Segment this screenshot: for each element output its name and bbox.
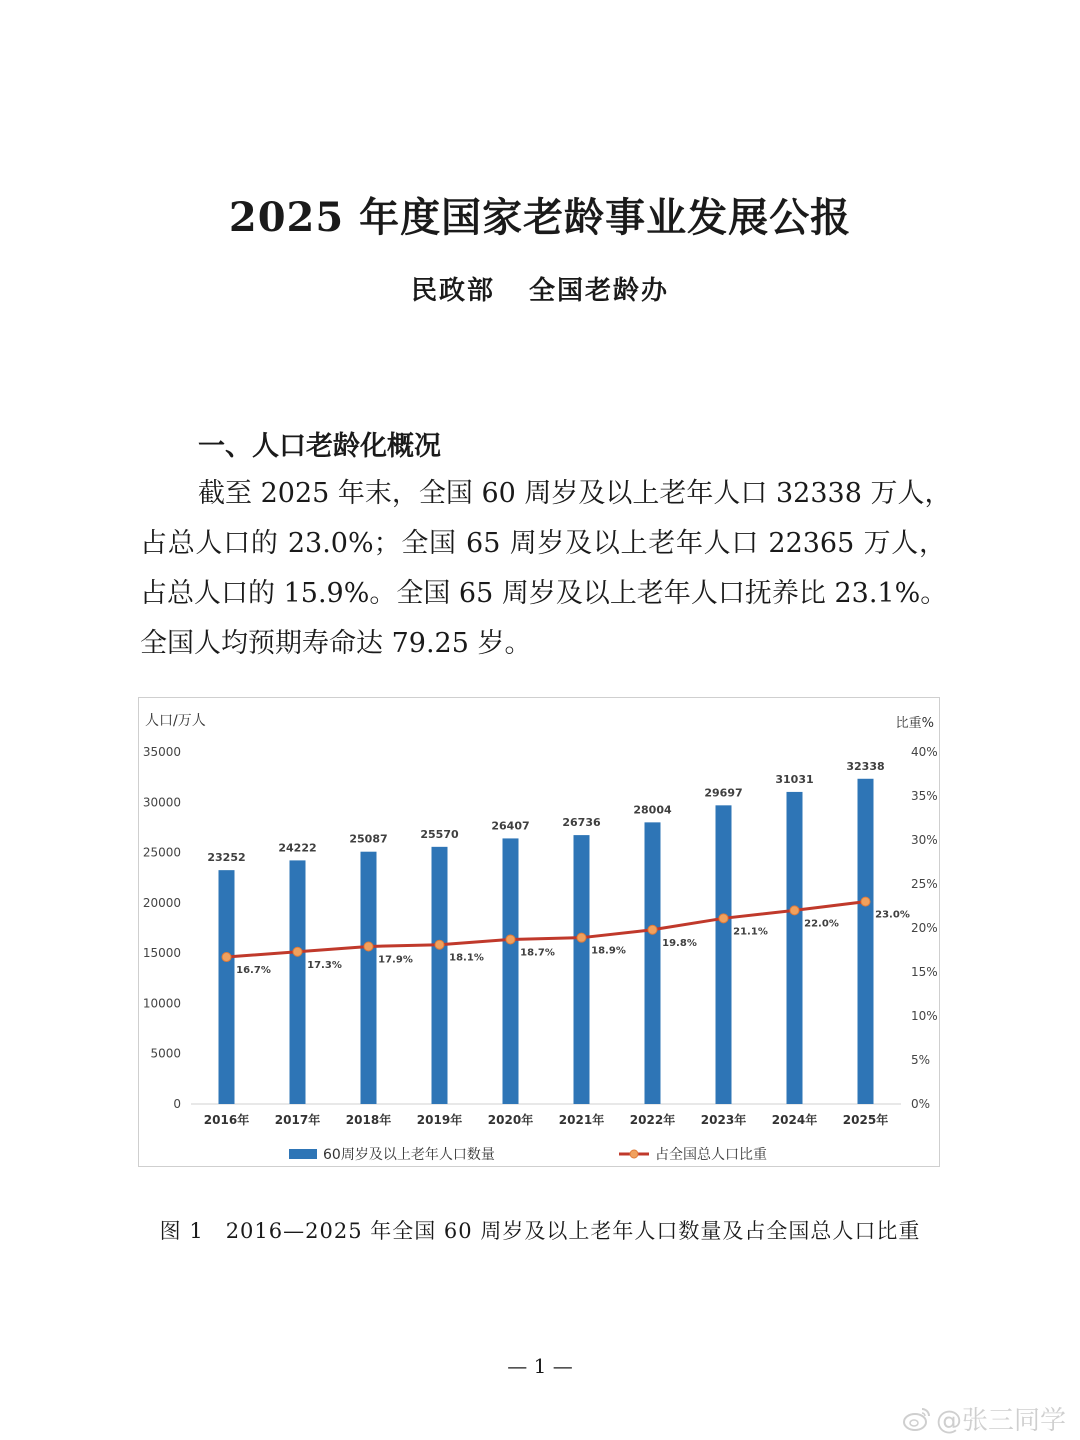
bar-value-label: 24222	[278, 841, 317, 855]
bar-value-label: 25570	[420, 827, 459, 841]
bar-value-label: 26407	[491, 819, 530, 833]
line-value-label: 21.1%	[733, 926, 768, 938]
bar	[361, 852, 377, 1104]
right-tick-label: 10%	[911, 1009, 938, 1023]
paragraph-line-3: 占总人口的 15.9%。全国 65 周岁及以上老年人口抚养比 23.1%。	[140, 578, 948, 609]
x-tick-label: 2021年	[558, 1113, 605, 1127]
legend-line-marker	[630, 1150, 638, 1158]
bar-value-label: 29697	[704, 786, 743, 800]
document-title: 2025 年度国家老龄事业发展公报	[228, 194, 852, 241]
document-issuers	[0, 270, 1080, 307]
right-tick-label: 25%	[911, 877, 938, 891]
x-tick-label: 2024年	[771, 1113, 818, 1127]
line-value-label: 22.0%	[804, 918, 839, 930]
left-tick-label: 25000	[142, 845, 181, 860]
line-point	[222, 953, 231, 962]
weibo-icon	[902, 1406, 932, 1432]
right-tick-label: 35%	[911, 789, 938, 803]
left-tick-label: 15000	[142, 946, 181, 961]
x-tick-label: 2023年	[700, 1113, 747, 1127]
page-number: — 1 —	[507, 1354, 573, 1378]
section-heading: 一、人口老龄化概况	[198, 431, 441, 462]
line-point	[861, 897, 870, 906]
bar-value-label: 31031	[775, 772, 814, 786]
bar	[858, 779, 874, 1104]
bar	[432, 847, 448, 1104]
issuer-office: 全国老龄办	[529, 276, 670, 306]
right-tick-label: 5%	[911, 1053, 931, 1067]
line-value-label: 23.0%	[875, 909, 910, 921]
legend-bar-swatch	[289, 1149, 317, 1159]
line-value-label: 16.7%	[236, 965, 271, 977]
line-value-label: 17.9%	[378, 954, 413, 966]
bar	[716, 805, 732, 1104]
x-tick-label: 2020年	[487, 1113, 534, 1127]
bar-value-label: 28004	[633, 803, 672, 817]
left-tick-label: 35000	[142, 745, 181, 759]
left-tick-label: 20000	[142, 895, 181, 910]
right-tick-label: 20%	[911, 921, 938, 935]
bar	[787, 792, 803, 1104]
line-point	[648, 925, 657, 934]
watermark-text: @张三同学	[935, 1406, 1066, 1436]
paragraph-line-4: 全国人均预期寿命达 79.25 岁。	[140, 628, 532, 659]
line-point	[506, 935, 515, 944]
left-tick-label: 5000	[150, 1046, 181, 1061]
bar	[290, 860, 306, 1104]
line-point	[790, 906, 799, 915]
line-point	[293, 947, 302, 956]
bar-value-label: 26736	[562, 816, 601, 830]
figure-chart	[138, 697, 940, 1167]
bar-value-label: 32338	[846, 759, 885, 773]
bar	[219, 870, 235, 1104]
left-tick-label: 0	[173, 1097, 181, 1111]
chart-svg	[139, 698, 939, 1166]
left-tick-label: 30000	[142, 795, 181, 810]
line-value-label: 17.3%	[307, 959, 342, 971]
line-point	[719, 914, 728, 923]
figure-caption: 图 1 2016—2025 年全国 60 周岁及以上老年人口数量及占全国总人口比重	[159, 1219, 921, 1243]
x-tick-label: 2018年	[345, 1113, 392, 1127]
right-tick-label: 40%	[911, 745, 938, 759]
bar	[645, 822, 661, 1104]
line-value-label: 18.7%	[520, 947, 555, 959]
bar	[574, 835, 590, 1104]
right-axis-title: 比重%	[895, 716, 934, 731]
right-tick-label: 30%	[911, 833, 938, 847]
line-point	[577, 933, 586, 942]
x-tick-label: 2019年	[416, 1113, 463, 1127]
bar-value-label: 25087	[349, 832, 388, 846]
left-tick-label: 10000	[142, 996, 181, 1011]
line-point	[364, 942, 373, 951]
x-tick-label: 2016年	[203, 1113, 250, 1127]
legend-line-label: 占全国总人口比重	[655, 1147, 767, 1163]
paragraph-line-1: 截至 2025 年末，全国 60 周岁及以上老年人口 32338 万人，	[198, 478, 952, 509]
issuer-ministry: 民政部	[410, 276, 495, 306]
x-tick-label: 2017年	[274, 1113, 321, 1127]
right-tick-label: 15%	[911, 965, 938, 979]
legend-bar-label: 60周岁及以上老年人口数量	[323, 1147, 495, 1163]
right-tick-label: 0%	[911, 1097, 931, 1111]
line-point	[435, 940, 444, 949]
line-value-label: 18.1%	[449, 952, 484, 964]
paragraph-line-2: 占总人口的 23.0%；全国 65 周岁及以上老年人口 22365 万人，	[140, 528, 946, 559]
x-tick-label: 2022年	[629, 1113, 676, 1127]
bar-value-label: 23252	[207, 851, 246, 865]
bar	[503, 838, 519, 1104]
line-value-label: 19.8%	[662, 937, 697, 949]
left-axis-title: 人口/万人	[145, 713, 206, 729]
line-value-label: 18.9%	[591, 945, 626, 957]
x-tick-label: 2025年	[842, 1113, 889, 1127]
watermark	[902, 1400, 1066, 1437]
